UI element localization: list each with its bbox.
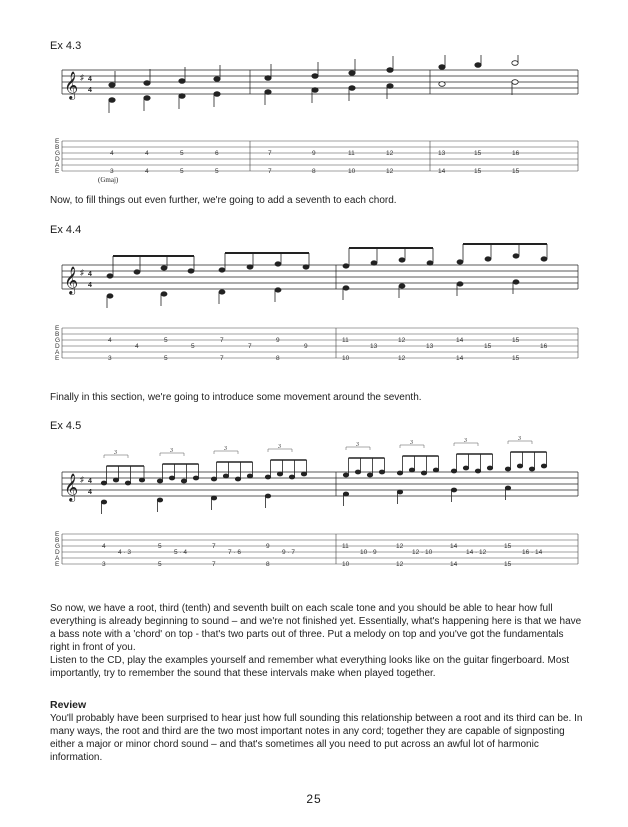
page-number: 25: [306, 792, 322, 806]
svg-text:15: 15: [504, 561, 512, 568]
svg-text:14: 14: [450, 543, 458, 550]
svg-text:11: 11: [348, 150, 355, 157]
svg-text:3: 3: [224, 446, 227, 452]
ex44-label: Ex 4.4: [50, 224, 82, 236]
svg-text:4: 4: [110, 150, 114, 157]
svg-text:5: 5: [180, 168, 184, 175]
svg-text:10: 10: [348, 168, 356, 175]
tab-letter: E: [55, 138, 60, 145]
svg-text:4 · 3: 4 · 3: [118, 549, 132, 556]
svg-text:E: E: [55, 531, 60, 538]
svg-text:4: 4: [88, 478, 92, 485]
ex43-tab-staff: [62, 141, 578, 171]
chord-name: (Gmaj): [98, 176, 119, 184]
svg-text:14: 14: [456, 355, 464, 362]
svg-text:9: 9: [312, 150, 316, 157]
svg-text:5: 5: [158, 561, 162, 568]
svg-text:12: 12: [386, 168, 394, 175]
paragraph-1: Now, to fill things out even further, we're going to add a seventh to each chord.: [50, 195, 397, 206]
treble-clef-icon: 𝄞: [64, 266, 79, 294]
tab-letter: A: [55, 162, 60, 169]
svg-text:15: 15: [474, 168, 482, 175]
svg-text:14 · 12: 14 · 12: [466, 549, 487, 556]
tab-letter: G: [55, 150, 61, 157]
svg-text:E: E: [55, 355, 60, 362]
svg-text:15: 15: [504, 543, 512, 550]
svg-text:7: 7: [212, 543, 216, 550]
svg-text:5: 5: [215, 168, 219, 175]
svg-text:3: 3: [278, 444, 281, 450]
svg-text:9: 9: [266, 543, 270, 550]
ex45-notation: [0, 436, 628, 596]
svg-text:4: 4: [88, 282, 92, 289]
review-paragraph: You'll probably have been surprised to hear just how full sounding this relationship between a root and its third can be. In many ways, the root and third are the two most important notes in any cord; together they are capable of signposting either a major or minor chord sound – and that's sometimes all you need to put across an awful lot of harmonic information.: [50, 713, 583, 763]
ex44-notes: [107, 244, 547, 308]
svg-text:12 · 10: 12 · 10: [412, 549, 433, 556]
svg-text:13: 13: [426, 343, 434, 350]
svg-text:G: G: [55, 543, 61, 550]
svg-text:3: 3: [356, 442, 359, 448]
svg-text:12: 12: [396, 561, 404, 568]
ex44-notation: [0, 240, 628, 380]
svg-text:14: 14: [456, 337, 464, 344]
svg-text:4: 4: [88, 271, 92, 278]
treble-clef-icon: 𝄞: [64, 473, 79, 501]
svg-text:4: 4: [88, 76, 92, 83]
ex43-upper-notes: [109, 55, 518, 87]
svg-text:7: 7: [268, 168, 272, 175]
svg-text:3: 3: [518, 436, 521, 442]
svg-text:14: 14: [450, 561, 458, 568]
svg-text:5: 5: [191, 343, 195, 350]
svg-text:4: 4: [102, 543, 106, 550]
triplet-brackets: [104, 441, 532, 458]
ex43-staff: [62, 70, 578, 94]
svg-text:9: 9: [276, 337, 280, 344]
svg-text:16 · 14: 16 · 14: [522, 549, 543, 556]
svg-text:7: 7: [268, 150, 272, 157]
svg-text:9 · 7: 9 · 7: [282, 549, 296, 556]
key-sharp-icon: ♯: [80, 475, 84, 484]
svg-text:15: 15: [512, 337, 520, 344]
svg-text:7: 7: [220, 355, 224, 362]
svg-text:B: B: [55, 331, 60, 338]
svg-text:3: 3: [170, 448, 173, 454]
ex43-notation: [0, 55, 628, 245]
svg-text:D: D: [55, 549, 60, 556]
svg-text:D: D: [55, 343, 60, 350]
svg-text:10: 10: [342, 355, 350, 362]
svg-text:12: 12: [396, 543, 404, 550]
svg-text:4: 4: [88, 87, 92, 94]
svg-text:7: 7: [212, 561, 216, 568]
svg-text:4: 4: [88, 489, 92, 496]
svg-text:13: 13: [370, 343, 378, 350]
svg-text:7: 7: [248, 343, 252, 350]
svg-text:G: G: [55, 337, 61, 344]
svg-text:8: 8: [266, 561, 270, 568]
svg-text:5: 5: [180, 150, 184, 157]
svg-text:10: 10: [342, 561, 350, 568]
svg-text:12: 12: [398, 355, 406, 362]
svg-text:E: E: [55, 561, 60, 568]
svg-text:8: 8: [312, 168, 316, 175]
svg-text:8: 8: [276, 355, 280, 362]
svg-text:5: 5: [164, 337, 168, 344]
svg-text:4: 4: [108, 337, 112, 344]
svg-text:5: 5: [164, 355, 168, 362]
tab-letter: D: [55, 156, 60, 163]
svg-text:3: 3: [464, 438, 467, 444]
ex45-label: Ex 4.5: [50, 420, 82, 432]
svg-text:12: 12: [386, 150, 394, 157]
svg-text:15: 15: [512, 168, 520, 175]
svg-text:5: 5: [158, 543, 162, 550]
ex43-lower-notes: [109, 80, 518, 113]
svg-text:E: E: [55, 325, 60, 332]
svg-text:13: 13: [438, 150, 446, 157]
svg-text:5 · 4: 5 · 4: [174, 549, 188, 556]
key-sharp-icon: ♯: [80, 268, 84, 277]
paragraph-2: Finally in this section, we're going to introduce some movement around the seventh.: [50, 392, 422, 403]
svg-text:15: 15: [474, 150, 482, 157]
svg-text:B: B: [55, 537, 60, 544]
svg-text:11: 11: [342, 543, 349, 550]
paragraph-4: Listen to the CD, play the examples yourself and remember what everything looks like on the guitar fingerboard. Most importantly, try to remember the sound that these intervals make when played together.: [50, 655, 570, 679]
svg-text:A: A: [55, 555, 60, 562]
review-heading: Review: [50, 699, 87, 711]
svg-text:12: 12: [398, 337, 406, 344]
ex45-notes: [101, 452, 546, 514]
svg-text:15: 15: [512, 355, 520, 362]
svg-text:16: 16: [540, 343, 548, 350]
svg-text:15: 15: [484, 343, 492, 350]
ex43-label: Ex 4.3: [50, 40, 82, 52]
paragraph-3: So now, we have a root, third (tenth) and seventh built on each scale tone and you should be able to hear how full everything is already beginning to sound – and we're not finished yet. Essentially, what's happening here is that we have a bass note with a 'chord' on top - that's two parts out of three. Put a melody on top and you've got the fundamentals right in front of you.: [50, 603, 582, 653]
svg-text:3: 3: [102, 561, 106, 568]
svg-text:3: 3: [110, 168, 114, 175]
svg-text:4: 4: [135, 343, 139, 350]
svg-text:14: 14: [438, 168, 446, 175]
tab-letter: B: [55, 144, 60, 151]
key-sharp-icon: ♯: [80, 73, 84, 82]
svg-text:10 · 9: 10 · 9: [360, 549, 377, 556]
svg-text:9: 9: [304, 343, 308, 350]
svg-text:3: 3: [108, 355, 112, 362]
svg-text:6: 6: [215, 150, 219, 157]
svg-text:7: 7: [220, 337, 224, 344]
svg-text:11: 11: [342, 337, 349, 344]
svg-text:3: 3: [410, 440, 413, 446]
svg-text:4: 4: [145, 150, 149, 157]
svg-text:4: 4: [145, 168, 149, 175]
svg-text:3: 3: [114, 450, 117, 456]
treble-clef-icon: 𝄞: [64, 71, 79, 99]
tab-letter: E: [55, 168, 60, 175]
svg-text:16: 16: [512, 150, 520, 157]
svg-text:A: A: [55, 349, 60, 356]
svg-text:7 · 6: 7 · 6: [228, 549, 242, 556]
